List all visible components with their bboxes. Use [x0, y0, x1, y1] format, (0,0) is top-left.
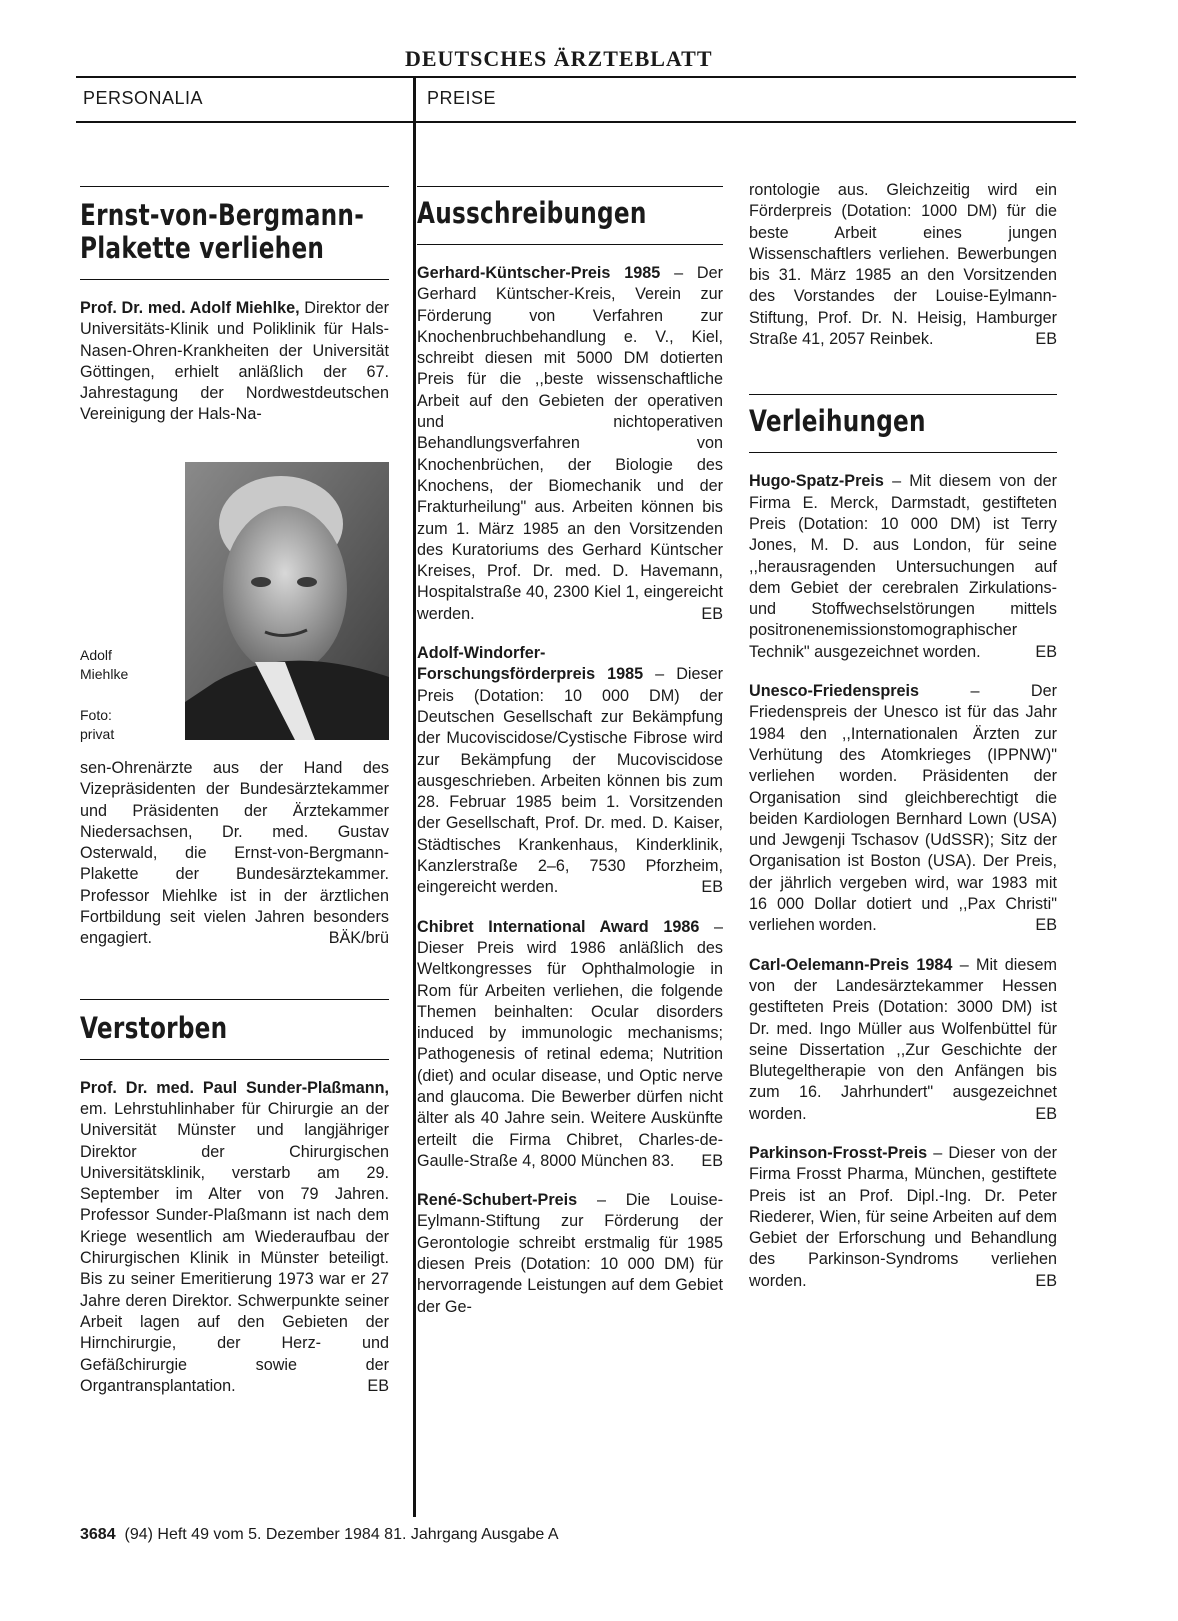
award-parkinson: [749, 1143, 1057, 1292]
section-heading-verleihungen: Verleihungen: [749, 404, 926, 439]
page-number: 3684: [80, 1526, 116, 1543]
author-signature: EB: [1035, 330, 1057, 349]
caption-foto-2: privat: [80, 726, 115, 742]
heading-rule-top: [749, 394, 1057, 395]
award-windorfer: [417, 643, 723, 899]
award-title: Chibret International Award 1986: [417, 917, 700, 936]
award-chibret: [417, 917, 723, 1173]
award-title: Parkinson-Frosst-Preis: [749, 1143, 928, 1162]
masthead: DEUTSCHES ÄRZTEBLATT: [405, 46, 713, 71]
section-label-right: PREISE: [427, 88, 497, 108]
heading-rule-bottom: [749, 452, 1057, 453]
portrait-image: [185, 462, 389, 740]
award-schubert-continued: [749, 180, 1057, 350]
award-title: Gerhard-Küntscher-Preis 1985: [417, 264, 661, 282]
award-oelemann: [749, 955, 1057, 1125]
portrait-photo: [185, 462, 389, 740]
heading-line-2: Plakette verliehen: [80, 231, 325, 265]
column-3: [749, 180, 1057, 1292]
masthead-rule: [76, 76, 1076, 78]
heading-rule-top: [80, 186, 389, 187]
paragraph-text: – Der Gerhard Küntscher-Kreis, Verein zur Förderung von Verfahren zur Knochenbruchbehandlung e. V., Kiel, schreibt diesen mit 5000 DM dotierten Preis für die ,,beste wissenschaftliche Arbeit auf den Gebieten der operativen und nichtoperativen Behandlungsverfahren von Knochenbrüchen, der Biologie des Knochens, der Biomechanik und der Frakturheilung" aus. Arbeiten können bis zum 1. März 1985 an den Vorsitzenden des Kuratoriums des Gerhard Küntscher Kreises, Prof. Dr. med. D. Havemann, Hospitalstraße 40, 2300 Kiel 1, eingereicht werden.: [417, 264, 723, 623]
article-text-sunder-plassmann: [80, 1078, 389, 1397]
award-kuentscher: [417, 263, 723, 625]
person-name: Prof. Dr. med. Paul Sunder-Plaßmann,: [80, 1078, 389, 1097]
section-heading-ausschreibungen: Ausschreibungen: [417, 196, 647, 230]
heading-line-1: Ernst-von-Bergmann-: [80, 198, 365, 232]
author-signature: EB: [1035, 1104, 1057, 1123]
award-title: Adolf-Windorfer-Forschungsförderpreis 1985: [417, 644, 644, 684]
award-title: Unesco-Friedenspreis: [749, 682, 920, 701]
paragraph-text: – Mit diesem von der Firma E. Merck, Darmstadt, gestifteten Preis (Dotation: 10 000 DM) ist Terry Jones, M. D. aus London, für seine ,,herausragenden Untersuchungen auf dem Gebiet der cerebralen Zirkulations- und Stoffwechselstörungen mittels positronenemissionstomographischer Technik" ausgezeichnet worden.: [749, 472, 1057, 661]
article-heading-bergmann: [80, 198, 365, 265]
column-1-top: [80, 186, 389, 426]
heading-rule-bottom: [80, 279, 389, 280]
paragraph-text: sen-Ohrenärzte aus der Hand des Vizepräsidenten der Bundesärztekammer und Präsidenten der Ärztekammer Niedersachsen, Dr. med. Gustav Osterwald, die Ernst-von-Bergmann-Plakette der Bundesärztekammer. Professor Miehlke ist in der ärztlichen Fortbildung seit vielen Jahren besonders engagiert.: [80, 759, 389, 948]
author-signature: EB: [1035, 1271, 1057, 1290]
paragraph-text: – Die Louise-Eylmann-Stiftung zur Förderung der Gerontologie schreibt erstmalig für 1985 diesen Preis (Dotation: 10 000 DM) für hervorragende Leistungen auf dem Gebiet der Ge-: [417, 1191, 723, 1316]
article-text-miehlke: [80, 298, 389, 426]
award-title: René-Schubert-Preis: [417, 1191, 578, 1210]
column-divider: [413, 77, 416, 1517]
heading-rule-top: [417, 186, 723, 187]
paragraph-text: Direktor der Universitäts-Klinik und Poliklinik für Hals-Nasen-Ohren-Krankheiten der Universität Göttingen, erhielt anläßlich der 67. Jahrestagung der Nordwestdeutschen Vereinigung der Hals-Na-: [80, 299, 389, 424]
paragraph-text: – Mit diesem von der Landesärztekammer Hessen gestifteten Preis (Dotation: 3000 DM) ist Dr. med. Ingo Müller aus Wolfenbüttel für seine Dissertation ,,Zur Geschichte der Blutegeltherapie von den Anfängen bis zum 16. Jahrhundert" ausgezeichnet worden.: [749, 955, 1057, 1123]
author-signature: EB: [1035, 642, 1057, 661]
photo-caption: [80, 646, 128, 684]
author-signature: BÄK/brü: [328, 929, 389, 948]
paragraph-text: rontologie aus. Gleichzeitig wird ein Förderpreis (Dotation: 1000 DM) für die beste Arbeit eines jungen Wissenschaftlers verliehen. Bewerbungen bis 31. März 1985 an den Vorsitzenden des Vorstandes der Louise-Eylmann-Stiftung, Prof. Dr. N. Heisig, Hamburger Straße 41, 2057 Reinbek.: [749, 181, 1057, 349]
paragraph-text: em. Lehrstuhlinhaber für Chirurgie an der Universität Münster und langjähriger Direktor der Chirurgischen Universitätsklinik, verstarb am 29. September im Alter von 79 Jahren. Professor Sunder-Plaßmann ist nach dem Kriege wesentlich am Wiederaufbau der Chirurgischen Klinik in Münster beteiligt. Bis zu seiner Emeritierung 1973 war er 27 Jahre deren Direktor. Schwerpunkte seiner Arbeit lagen auf den Gebieten der Hirnchirurgie, der Herz- und Gefäßchirurgie sowie der Organtransplantation.: [80, 1099, 389, 1395]
caption-foto-1: Foto:: [80, 707, 112, 723]
author-signature: EB: [701, 1151, 723, 1170]
award-title: Hugo-Spatz-Preis: [749, 472, 884, 491]
issue-info: (94) Heft 49 vom 5. Dezember 1984 81. Jahrgang Ausgabe A: [124, 1526, 559, 1543]
column-2: [417, 186, 723, 1318]
column-1-bottom: [80, 758, 389, 1397]
caption-name-1: Adolf: [80, 647, 112, 663]
caption-name-2: Miehlke: [80, 666, 129, 682]
paragraph-text: – Der Friedenspreis der Unesco ist für das Jahr 1984 den ,,Internationalen Ärzten zur Verhütung des Atomkrieges (IPPNW)" verliehen worden. Präsidenten der Organisation sind gleichberechtigt die beiden Kardiologen Bernhard Lown (USA) und Jewgenji Tschasov (UdSSR); Sitz der Organisation ist Boston (USA). Der Preis, der jährlich vergeben wird, war 1983 mit 16 000 Dollar dotiert und ,,Pax Christi" verliehen worden.: [749, 682, 1057, 935]
heading-rule-bottom: [80, 1059, 389, 1060]
photo-credit: [80, 706, 114, 744]
author-signature: EB: [701, 604, 723, 623]
award-title: Carl-Oelemann-Preis 1984: [749, 955, 953, 974]
section-rule: [76, 121, 1076, 123]
award-unesco: [749, 681, 1057, 937]
award-spatz: [749, 471, 1057, 663]
person-name: Prof. Dr. med. Adolf Miehlke,: [80, 299, 300, 317]
heading-rule-bottom: [417, 244, 723, 245]
heading-rule-top: [80, 999, 389, 1000]
paragraph-text: – Dieser Preis (Dotation: 10 000 DM) der Deutschen Gesellschaft zur Bekämpfung der Mucoviscidose/Cystische Fibrose wird zur Bekämpfung der Mucoviscidose ausgeschrieben. Arbeiten können bis zum 28. Februar 1985 beim 1. Vorsitzenden der Gesellschaft, Prof. Dr. med. D. Kaiser, Städtisches Krankenhaus, Kinderklinik, Kanzlerstraße 2–6, 7530 Pforzheim, eingereicht werden.: [417, 665, 723, 897]
author-signature: EB: [701, 878, 723, 897]
article-text-miehlke-continued: [80, 758, 389, 950]
author-signature: EB: [367, 1376, 389, 1395]
paragraph-text: – Dieser von der Firma Frosst Pharma, München, gestiftete Preis ist an Prof. Dipl.-Ing. Dr. Peter Riederer, Wien, für seine Arbeiten auf dem Gebiet der Erforschung und Behandlung des Parkinson-Syndroms verliehen worden.: [749, 1143, 1057, 1290]
article-heading-verstorben: Verstorben: [80, 1010, 228, 1045]
award-schubert: [417, 1190, 723, 1318]
author-signature: EB: [1035, 916, 1057, 935]
section-label-left: PERSONALIA: [83, 88, 204, 108]
paragraph-text: – Dieser Preis wird 1986 anläßlich des Weltkongresses für Ophthalmologie in Rom für Arbeiten verliehen, die folgende Themen beinhalten: Ocular disorders induced by immunologic mechanisms; Pathogenesis of retinal edema; Nutrition (diet) and ocular disease, und Optic nerve and glaucoma. Die Bewerber dürfen nicht älter als 40 Jahre sein. Weitere Auskünfte erteilt die Firma Chibret, Charles-de-Gaulle-Straße 4, 8000 München 83.: [417, 917, 723, 1170]
page-footer: [80, 1526, 559, 1544]
